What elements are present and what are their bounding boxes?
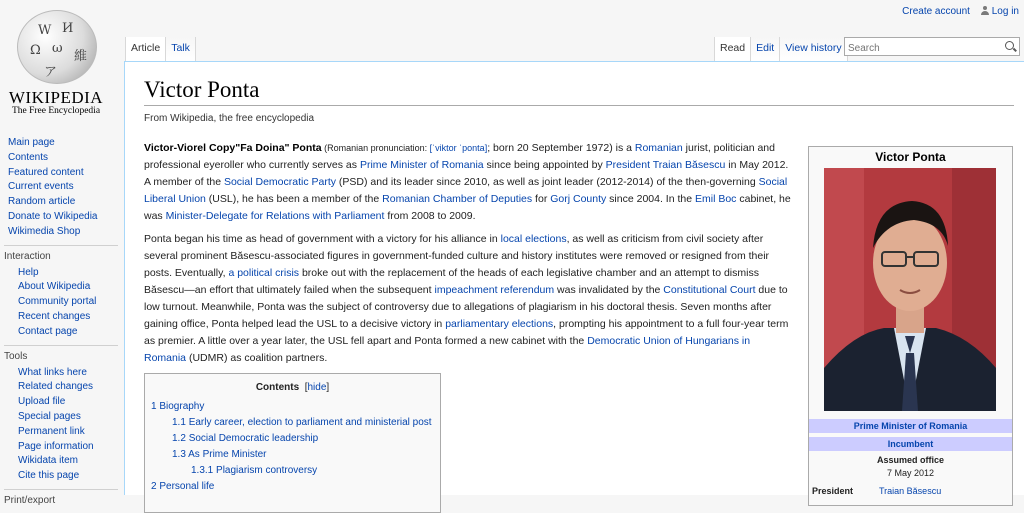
sidebar-section-print: [4, 489, 118, 508]
logo-wordmark: WIKIPEDIA: [8, 88, 104, 107]
toc-item[interactable]: 1.3 As Prime Minister: [172, 449, 267, 460]
sidebar-section-title[interactable]: Tools: [4, 350, 28, 362]
local-elections-link[interactable]: local elections: [500, 233, 567, 245]
infobox-assumed-date: 7 May 2012: [886, 468, 935, 478]
sidebar-item-donate[interactable]: Donate to Wikipedia: [8, 210, 98, 222]
infobox-office-link[interactable]: Prime Minister of Romania: [853, 421, 968, 431]
namespace-tabs: [125, 37, 196, 61]
login-label: Log in: [991, 6, 1019, 17]
president-link[interactable]: President Traian Băsescu: [605, 159, 726, 171]
sidebar-item-shop[interactable]: Wikimedia Shop: [8, 225, 81, 237]
sidebar-item-about[interactable]: About Wikipedia: [18, 281, 91, 293]
page-title: Victor Ponta: [144, 77, 260, 102]
sidebar-item-contact[interactable]: Contact page: [18, 325, 78, 337]
infobox-status-banner: [809, 437, 1012, 451]
search-input[interactable]: [845, 40, 995, 57]
toc-item[interactable]: 1.2 Social Democratic leadership: [172, 433, 319, 444]
subject-name: Victor-Viorel Copy"Fa Doina" Ponta: [144, 142, 322, 154]
parliamentary-elections-link[interactable]: parliamentary elections: [445, 318, 554, 330]
sidebar-item-page-information[interactable]: Page information: [18, 440, 94, 452]
pm-romania-link[interactable]: Prime Minister of Romania: [359, 159, 484, 171]
ipa-link[interactable]: [ˈviktor ˈponta]: [429, 143, 488, 153]
toc-list: [145, 399, 440, 495]
toc-title: Contents [hide]: [255, 382, 330, 393]
sidebar: [0, 136, 124, 510]
chamber-link[interactable]: Romanian Chamber of Deputies: [382, 193, 533, 205]
sidebar-item-main-page[interactable]: Main page: [8, 137, 55, 148]
psd-link[interactable]: Social Democratic Party: [223, 176, 337, 188]
infobox: [808, 146, 1013, 506]
logo-tagline: The Free Encyclopedia: [11, 106, 101, 116]
view-tabs: [714, 37, 848, 61]
usl-link[interactable]: Social Liberal Union: [144, 176, 788, 205]
tab-edit[interactable]: Edit: [750, 37, 779, 61]
table-of-contents: [144, 373, 441, 513]
tab-article[interactable]: Article: [125, 37, 165, 61]
infobox-office-banner: [809, 419, 1012, 433]
search-box: [844, 37, 1020, 56]
emil-boc-link[interactable]: Emil Boc: [695, 193, 737, 205]
sidebar-item-what-links-here[interactable]: What links here: [18, 366, 87, 378]
udmr-link[interactable]: Democratic Union of Hungarians in Romania: [144, 335, 751, 364]
sidebar-item-related-changes[interactable]: Related changes: [18, 381, 94, 393]
impeachment-referendum-link[interactable]: impeachment referendum: [434, 284, 555, 296]
sidebar-item-community-portal[interactable]: Community portal: [18, 296, 97, 308]
sidebar-item-special-pages[interactable]: Special pages: [18, 410, 81, 422]
gorj-link[interactable]: Gorj County: [550, 193, 607, 205]
toc-item[interactable]: 2 Personal life: [151, 481, 215, 492]
political-crisis-link[interactable]: a political crisis: [228, 267, 300, 279]
toc-hide-link[interactable]: hide: [307, 382, 327, 393]
login-link[interactable]: [981, 6, 1019, 17]
sidebar-item-help[interactable]: Help: [18, 266, 39, 278]
toc-item[interactable]: 1 Biography: [151, 401, 205, 412]
sidebar-item-current-events[interactable]: Current events: [8, 181, 74, 193]
portrait-illustration: [824, 168, 996, 411]
romanian-link[interactable]: Romanian: [634, 142, 683, 154]
content-area: [124, 61, 1024, 495]
sidebar-item-upload-file[interactable]: Upload file: [18, 396, 66, 408]
tab-read[interactable]: Read: [714, 37, 750, 61]
infobox-assumed-label: Assumed office: [876, 455, 945, 465]
lead-paragraph-2: Ponta began his time as head of government with a victory for his alliance in local elections, as well as criticism from civil society after several prominent Băsescu-associated figures in government-funded culture and history institutes were removed or resigned from their posts. Eventually, a political crisis broke out with the replacement of the heads of each legislative chamber and an attempt to dismiss Băsescu—an effort that ultimately failed when the subsequent impeachment referendum was invalidated by the Constitutional Court due to low turnout. Meanwhile, Ponta was the subject of controversy due to allegations of plagiarism in his doctoral thesis. Seven months after gaining office, Ponta helped lead the USL to a decisive victory in parliamentary elections, prompting his appointment to a full four-year term as premier. A little over a year later, the USL fell apart and Ponta formed a new cabinet with the Democratic Union of Hungarians in Romania (UDMR) as coalition partners.: [144, 233, 789, 364]
title-divider: [144, 105, 1014, 106]
minister-delegate-link[interactable]: Minister-Delegate for Relations with Parliament: [165, 210, 385, 222]
sidebar-section-interaction: [4, 245, 118, 340]
infobox-president-link[interactable]: Traian Băsescu: [879, 486, 942, 496]
sidebar-item-wikidata-item[interactable]: Wikidata item: [18, 455, 79, 467]
portrait-image[interactable]: [824, 168, 996, 411]
user-icon: [981, 6, 989, 15]
personal-tools: [894, 6, 1019, 17]
sidebar-section-title[interactable]: Interaction: [4, 250, 51, 262]
search-icon[interactable]: [1005, 41, 1014, 50]
sidebar-item-permanent-link[interactable]: Permanent link: [18, 425, 85, 437]
infobox-president-key: President: [812, 486, 854, 496]
tab-talk[interactable]: Talk: [165, 37, 196, 61]
toc-item[interactable]: 1.3.1 Plagiarism controversy: [191, 465, 318, 476]
sidebar-item-cite-this-page[interactable]: Cite this page: [18, 470, 80, 482]
site-subtitle: From Wikipedia, the free encyclopedia: [144, 113, 315, 124]
create-account-link[interactable]: Create account: [902, 6, 970, 17]
sidebar-section-tools: [4, 345, 118, 484]
toc-item[interactable]: 1.1 Early career, election to parliament and ministerial post: [172, 417, 432, 428]
sidebar-section-title[interactable]: Print/export: [4, 494, 56, 506]
sidebar-item-featured-content[interactable]: Featured content: [8, 166, 84, 178]
sidebar-item-contents[interactable]: Contents: [8, 151, 49, 163]
infobox-title: Victor Ponta: [875, 150, 946, 164]
sidebar-item-recent-changes[interactable]: Recent changes: [18, 310, 91, 322]
wikipedia-logo[interactable]: [0, 0, 124, 125]
globe-icon: W И Ω ω 維 ア: [17, 10, 97, 84]
infobox-status-link[interactable]: Incumbent: [887, 439, 934, 449]
sidebar-item-random-article[interactable]: Random article: [8, 196, 76, 208]
constitutional-court-link[interactable]: Constitutional Court: [663, 284, 756, 296]
tab-view-history[interactable]: View history: [779, 37, 847, 61]
lead-paragraph-1: Victor-Viorel Copy"Fa Doina" Ponta (Romanian pronunciation: [ˈviktor ˈponta]; born 20 September 1972) is a Romanian jurist, politician and professional eyeroller who currently serves as Prime Minister of Romania since being appointed by President Traian Băsescu in May 2012. A member of the Social Democratic Party (PSD) and its leader since 2010, as well as joint leader (2012-2014) of the then-governing Social Liberal Union (USL), he has been a member of the Romanian Chamber of Deputies for Gorj County since 2004. In the Emil Boc cabinet, he was Minister-Delegate for Relations with Parliament from 2008 to 2009.: [144, 142, 791, 222]
